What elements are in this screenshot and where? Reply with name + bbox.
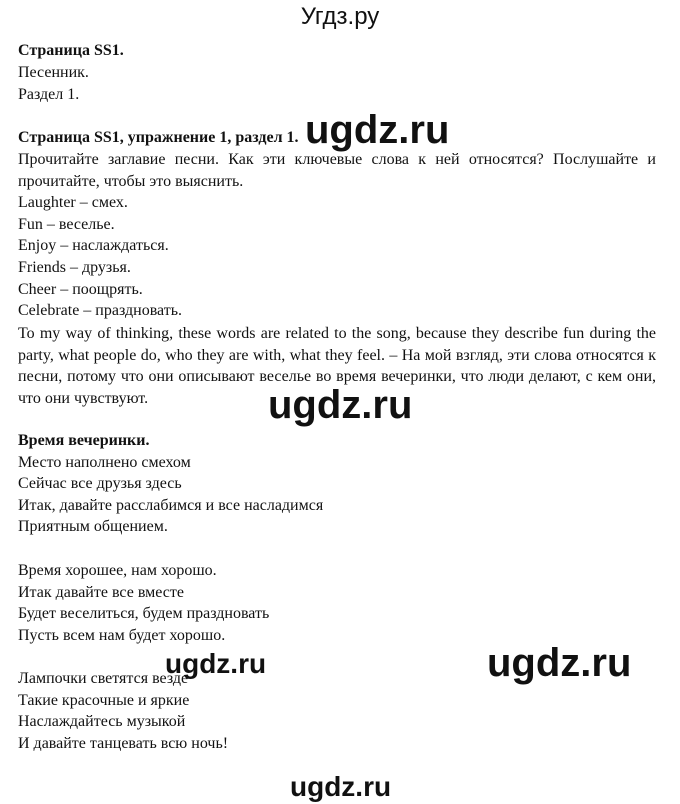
vocab-item: Laughter – смех. [18, 194, 128, 211]
verse-line: Итак, давайте расслабимся и все насладимся [18, 497, 324, 514]
watermark: ugdz.ru [165, 648, 267, 679]
verse-line: Место наполнено смехом [18, 454, 191, 471]
section-label: Раздел 1. [18, 86, 80, 103]
verse-line: Сейчас все друзья здесь [18, 475, 182, 492]
instruction-text: Прочитайте заглавие песни. Как эти ключевые слова к ней относятся? Послушайте и прочитайте, чтобы это выяснить. [18, 151, 656, 190]
verse-line: Пусть всем нам будет хорошо. [18, 627, 226, 644]
watermark: ugdz.ru [487, 641, 632, 685]
vocab-item: Enjoy – наслаждаться. [18, 237, 169, 254]
watermark: ugdz.ru [268, 383, 413, 427]
watermark: ugdz.ru [290, 771, 392, 802]
verse-line: И давайте танцевать всю ночь! [18, 735, 229, 752]
song-title: Время вечеринки. [18, 432, 150, 449]
verse-line: Такие красочные и яркие [18, 692, 190, 709]
answer-paragraph: To my way of thinking, these words are related to the song, because they describe fun during the party, what people do, who they are with, what they feel. – На мой взгляд, эти слова относятся к песни, потому что они описывают веселье во время вечеринки, что люди делают, с кем они, что они чувствуют. [18, 325, 656, 407]
verse-line: Лампочки светятся везде [18, 670, 189, 687]
verse-line: Наслаждайтесь музыкой [18, 713, 186, 730]
vocab-item: Friends – друзья. [18, 259, 131, 276]
vocab-item: Cheer – поощрять. [18, 281, 143, 298]
page-heading: Страница SS1. [18, 42, 124, 59]
exercise-heading: Страница SS1, упражнение 1, раздел 1. [18, 129, 299, 146]
vocab-item: Celebrate – праздновать. [18, 302, 183, 319]
site-title[interactable]: Угдз.ру [300, 3, 380, 30]
verse-line: Итак давайте все вместе [18, 584, 184, 601]
subtitle: Песенник. [18, 64, 89, 81]
verse-line: Будет веселиться, будем праздновать [18, 605, 270, 622]
verse-line: Время хорошее, нам хорошо. [18, 562, 217, 579]
vocab-item: Fun – веселье. [18, 216, 115, 233]
verse-line: Приятным общением. [18, 518, 168, 535]
watermark: ugdz.ru [305, 108, 450, 152]
